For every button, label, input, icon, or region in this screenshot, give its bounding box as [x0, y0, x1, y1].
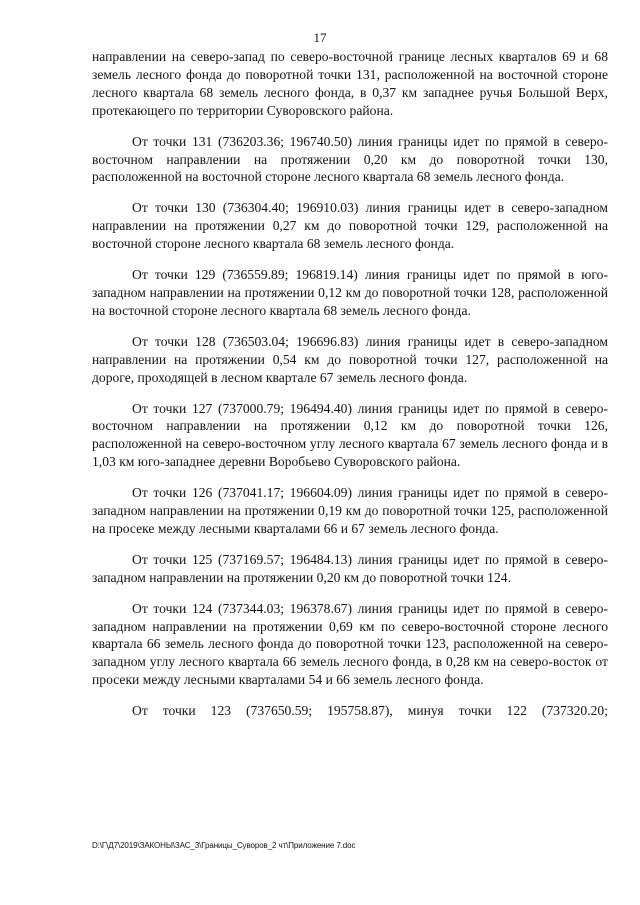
- paragraph: От точки 130 (736304.40; 196910.03) линия границы идет в северо-западном направлении на протяжении 0,27 км до поворотной точки 129, расположенной на восточной стороне лесного квартала 68 земель лесного фонда.: [92, 200, 608, 252]
- paragraph: От точки 128 (736503.04; 196696.83) линия границы идет в северо-западном направлении на протяжении 0,54 км до поворотной точки 127, расположенной на дороге, проходящей в лесном квартале 67 земель лесного фонда.: [92, 333, 608, 385]
- paragraph: От точки 131 (736203.36; 196740.50) линия границы идет по прямой в северо-восточном направлении на протяжении 0,20 км до поворотной точки 130, расположенной на восточной стороне лесного квартала 68 земель лесного фонда.: [92, 133, 608, 185]
- paragraph: От точки 124 (737344.03; 196378.67) линия границы идет по прямой в северо-западном направлении на протяжении 0,69 км по северо-восточной стороне лесного квартала 66 земель лесного фонда до поворотной точки 123, расположенной на северо-западном углу лесного квартала 66 земель лесного фонда, в 0,28 км на северо-восток от просеки между лесными кварталами 54 и 66 земель лесного фонда.: [92, 600, 608, 688]
- document-body: [92, 48, 608, 733]
- page-number: 17: [313, 30, 327, 45]
- paragraph: От точки 126 (737041.17; 196604.09) линия границы идет по прямой в северо-западном направлении на протяжении 0,19 км до поворотной точки 125, расположенной на просеке между лесными кварталами 66 и 67 земель лесного фонда.: [92, 485, 608, 536]
- paragraph: От точки 125 (737169.57; 196484.13) линия границы идет по прямой в северо-западном направлении на протяжении 0,20 км до поворотной точки 124.: [92, 551, 608, 585]
- paragraph: От точки 123 (737650.59; 195758.87), минуя точки 122 (737320.20;: [132, 703, 608, 719]
- paragraph: От точки 129 (736559.89; 196819.14) линия границы идет по прямой в юго-западном направлении на протяжении 0,12 км до поворотной точки 128, расположенной на восточной стороне лесного квартала 68 земель лесного фонда.: [92, 267, 608, 318]
- paragraph: направлении на северо-запад по северо-восточной границе лесных кварталов 69 и 68 земель лесного фонда до поворотной точки 131, расположенной на восточной стороне лесного квартала 68 земель лесного фонда, в 0,37 км западнее ручья Большой Верх, протекающего по территории Суворовского района.: [92, 49, 608, 118]
- footer-file-path: D:\Г\Д7\2019\ЗАКОНЫ\ЗАС_3\Границы_Суворов_2 чт\Приложение 7.doc: [92, 841, 356, 850]
- paragraph: От точки 127 (737000.79; 196494.40) линия границы идет по прямой в северо-восточном направлении на протяжении 0,12 км до поворотной точки 126, расположенной на северо-восточном углу лесного квартала 67 земель лесного фонда и в 1,03 км юго-западнее деревни Воробьево Суворовского района.: [92, 400, 608, 470]
